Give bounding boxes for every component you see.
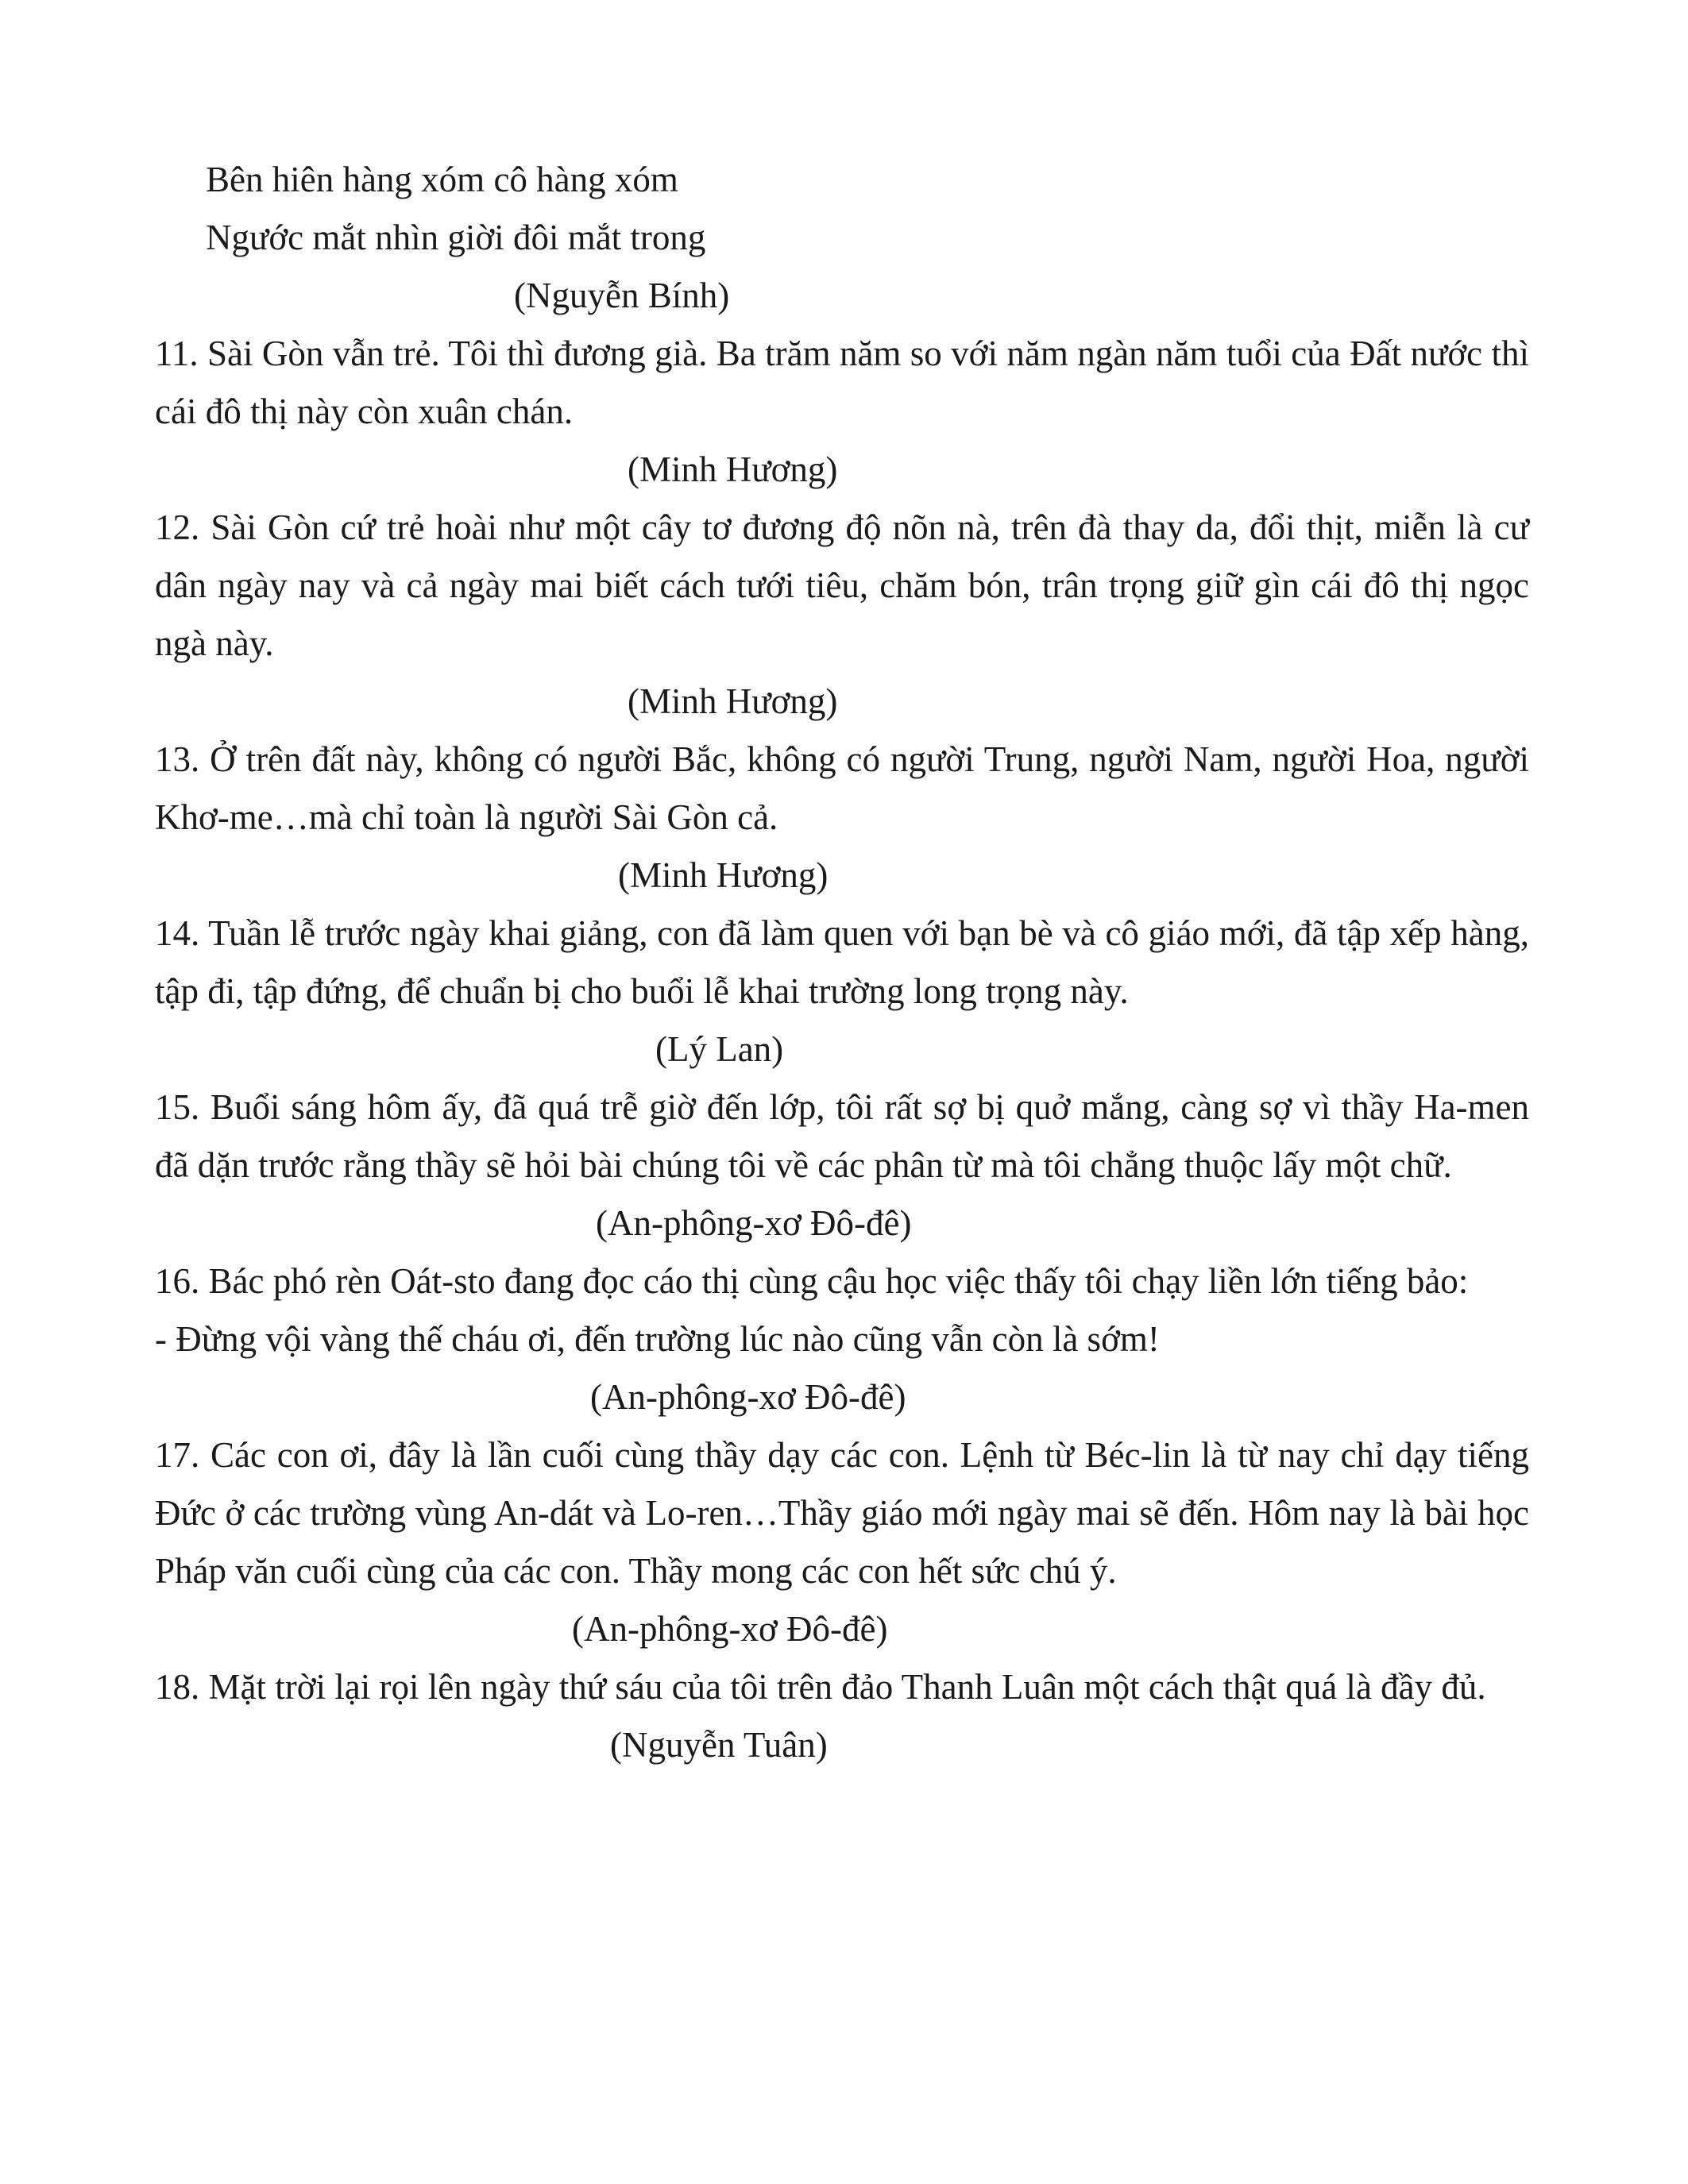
excerpt-14-text: 14. Tuần lễ trước ngày khai giảng, con đã làm quen với bạn bè và cô giáo mới, đã tập xếp hàng, tập đi, tập đứng, để chuẩn bị cho buổi lễ khai trường long trọng này. xyxy=(155,913,1529,1011)
excerpt-16-author: (An-phông-xơ Đô-đê) xyxy=(590,1377,906,1417)
excerpt-14-author: (Lý Lan) xyxy=(655,1029,784,1069)
excerpt-13-text: 13. Ở trên đất này, không có người Bắc, không có người Trung, người Nam, người Hoa, người Khơ-me…mà chỉ toàn là người Sài Gòn cả. xyxy=(155,739,1529,837)
excerpt-18-author: (Nguyễn Tuân) xyxy=(610,1725,828,1765)
excerpt-17-author: (An-phông-xơ Đô-đê) xyxy=(572,1609,888,1649)
excerpt-11-author: (Minh Hương) xyxy=(628,450,838,489)
excerpt-17-text: 17. Các con ơi, đây là lần cuối cùng thầy dạy các con. Lệnh từ Béc-lin là từ nay chỉ dạy tiếng Đức ở các trường vùng An-dát và Lo-ren…Thầy giáo mới ngày mai sẽ đến. Hôm nay là bài học Pháp văn cuối cùng của các con. Thầy mong các con hết sức chú ý. xyxy=(155,1435,1529,1591)
excerpt-15-author: (An-phông-xơ Đô-đê) xyxy=(596,1203,912,1243)
excerpt-18-text: 18. Mặt trời lại rọi lên ngày thứ sáu của tôi trên đảo Thanh Luân một cách thật quá là đầy đủ. xyxy=(155,1667,1486,1707)
excerpt-16-text: 16. Bác phó rèn Oát-sto đang đọc cáo thị cùng cậu học việc thấy tôi chạy liền lớn tiếng bảo: xyxy=(155,1261,1469,1301)
document-body xyxy=(155,151,1529,1774)
excerpt-11-text: 11. Sài Gòn vẫn trẻ. Tôi thì đương già. Ba trăm năm so với năm ngàn năm tuổi của Đất nước thì cái đô thị này còn xuân chán. xyxy=(155,334,1529,431)
excerpt-12-author: (Minh Hương) xyxy=(628,681,838,721)
excerpt-12-text: 12. Sài Gòn cứ trẻ hoài như một cây tơ đương độ nõn nà, trên đà thay da, đổi thịt, miễn là cư dân ngày nay và cả ngày mai biết cách tưới tiêu, chăm bón, trân trọng giữ gìn cái đô thị ngọc ngà này. xyxy=(155,507,1529,663)
poem-line: Bên hiên hàng xóm cô hàng xóm xyxy=(206,160,678,199)
poem-line: Ngước mắt nhìn giời đôi mắt trong xyxy=(206,218,706,257)
excerpt-13-author: (Minh Hương) xyxy=(618,855,829,895)
poem-author: (Nguyễn Bính) xyxy=(514,276,730,315)
excerpt-16-dialogue: - Đừng vội vàng thế cháu ơi, đến trường lúc nào cũng vẫn còn là sớm! xyxy=(155,1319,1160,1359)
excerpt-15-text: 15. Buổi sáng hôm ấy, đã quá trễ giờ đến lớp, tôi rất sợ bị quở mắng, càng sợ vì thầy Ha-men đã dặn trước rằng thầy sẽ hỏi bài chúng tôi về các phân từ mà tôi chẳng thuộc lấy một chữ. xyxy=(155,1087,1529,1185)
